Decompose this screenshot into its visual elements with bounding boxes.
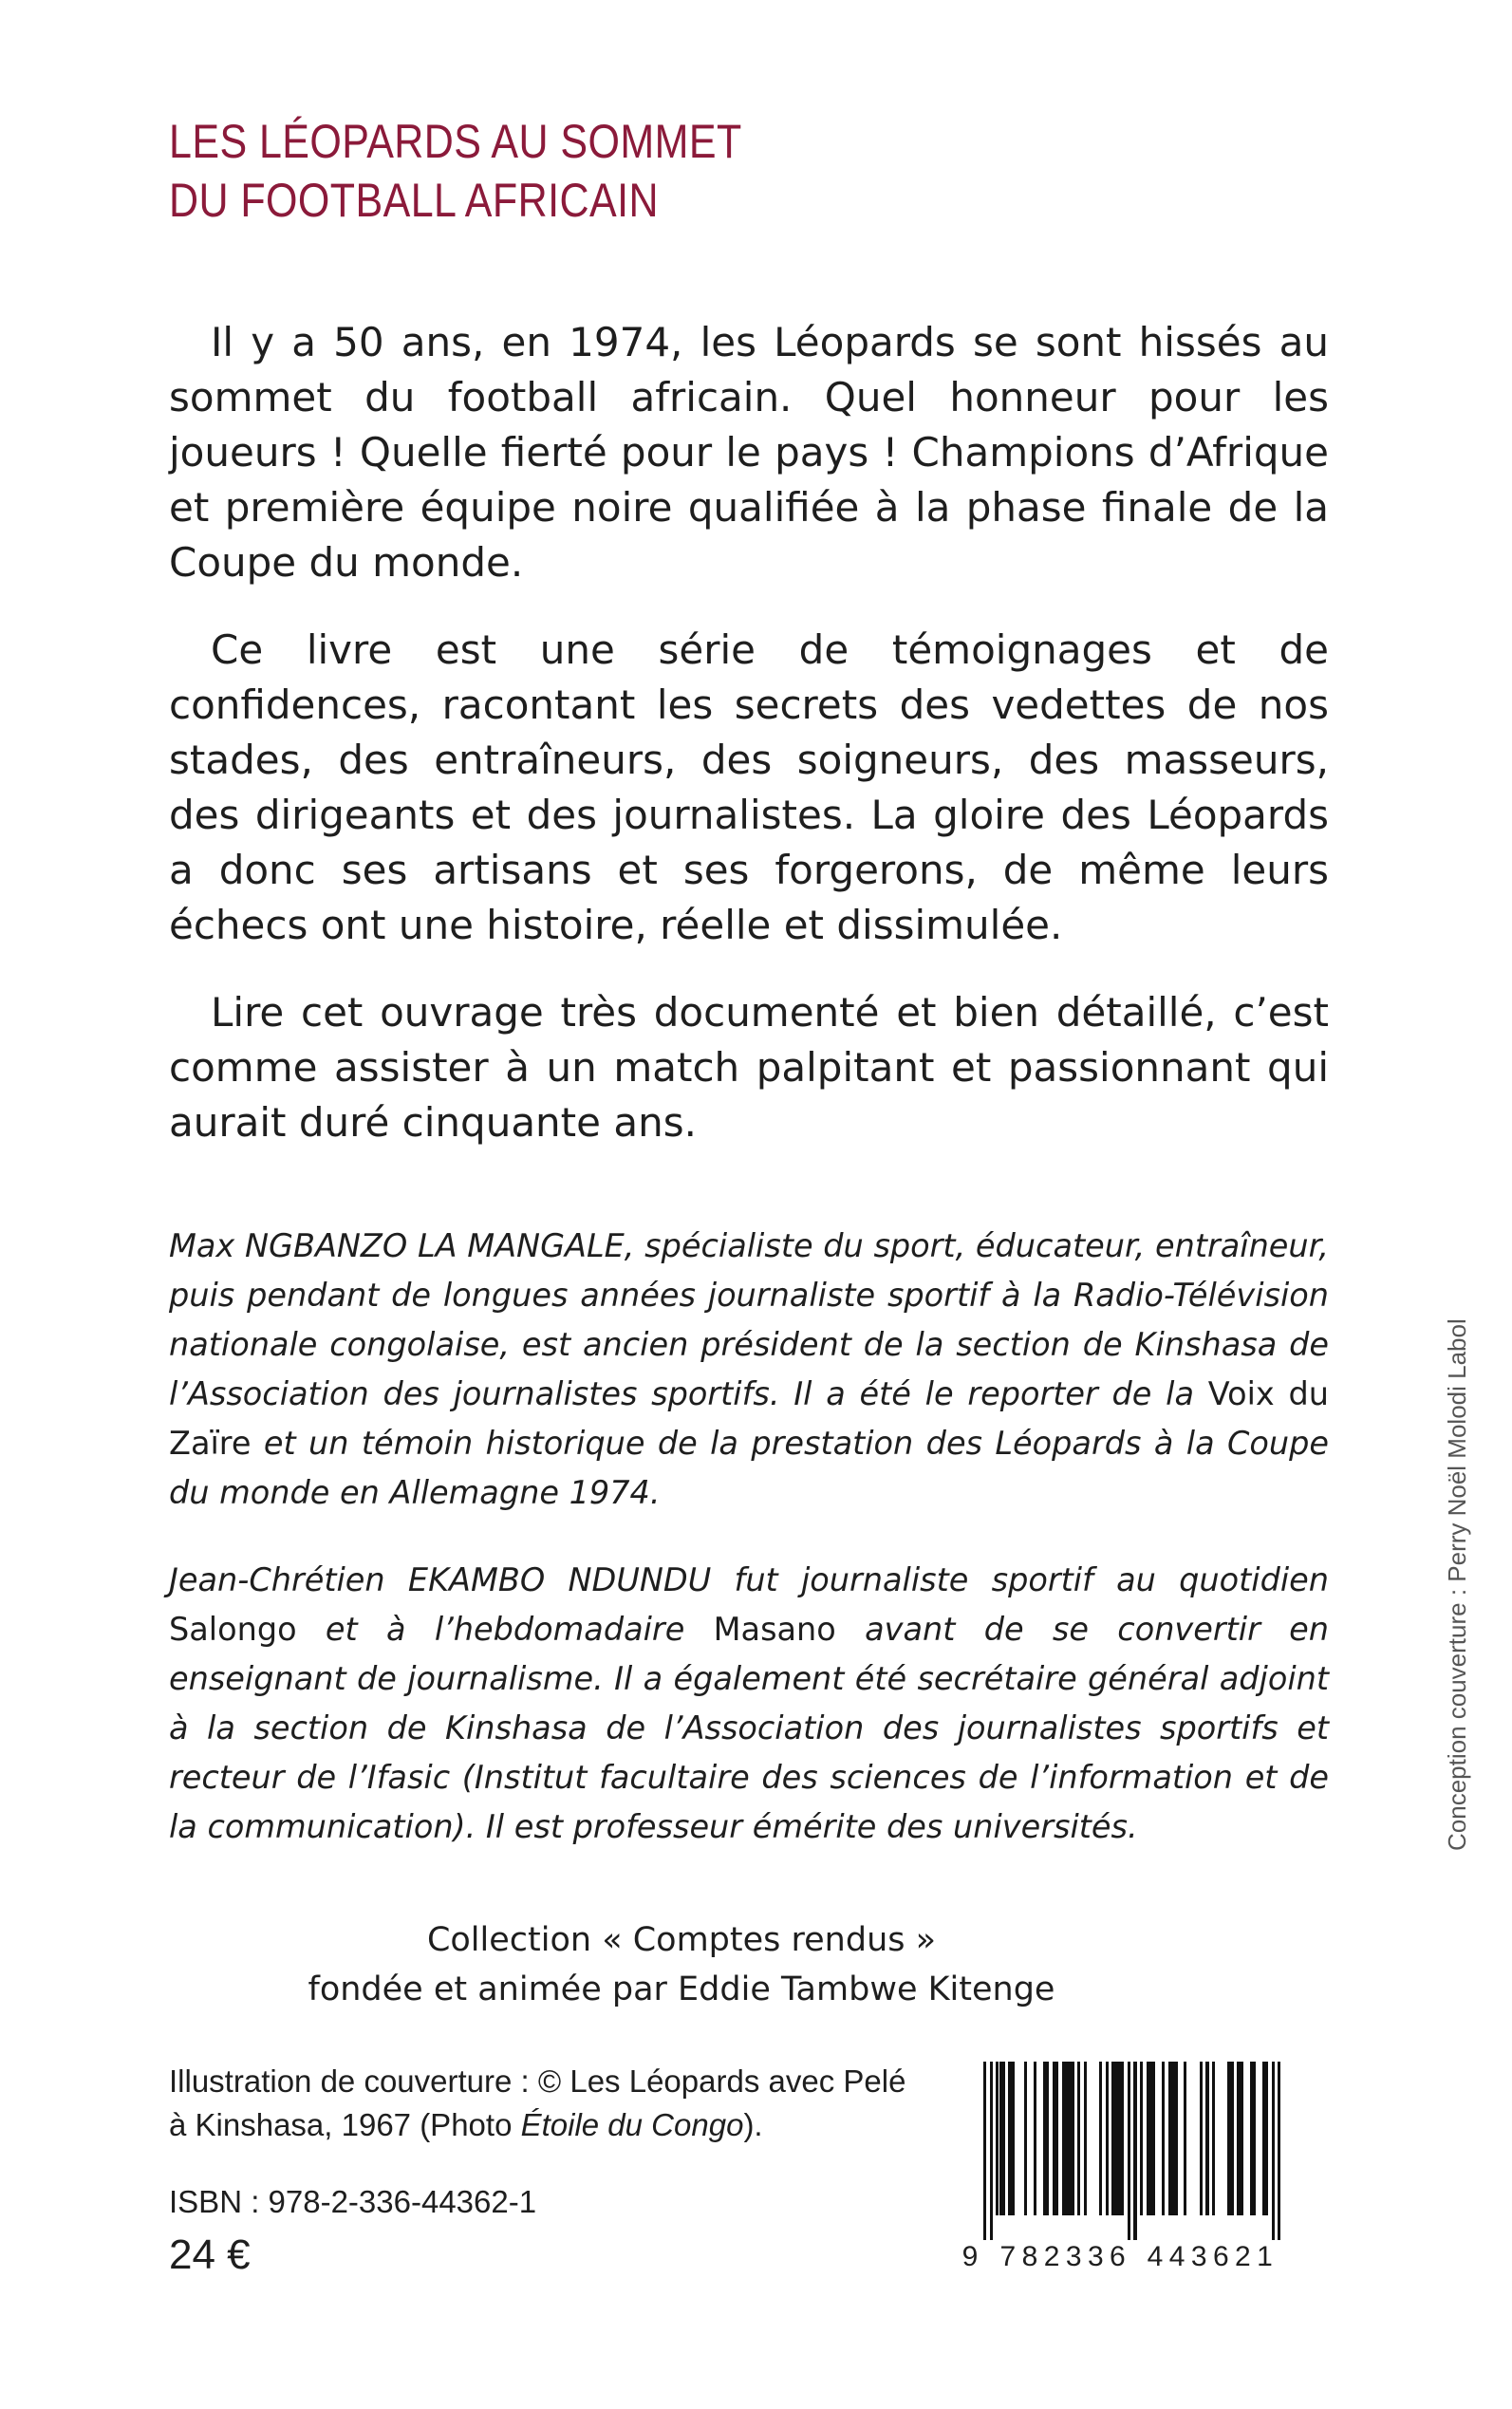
barcode-bar <box>1084 2062 1087 2215</box>
barcode-bar <box>1077 2062 1080 2215</box>
barcode-bar <box>1034 2062 1036 2215</box>
author-bio-1 <box>169 1222 1329 1518</box>
author-bios <box>169 1222 1329 1890</box>
author-name-2: Jean-Chrétien EKAMBO NDUNDU <box>169 1561 712 1598</box>
barcode-bar <box>1121 2062 1124 2215</box>
barcode-bar <box>1140 2062 1143 2215</box>
barcode-bar <box>1272 2062 1275 2240</box>
barcode-bar <box>1152 2062 1155 2215</box>
collection-line-2: fondée et animée par Eddie Tambwe Kitenge <box>308 1970 1055 2008</box>
barcode-digit: 1 <box>1257 2241 1273 2272</box>
barcode-digit: 3 <box>1065 2241 1082 2272</box>
barcode-bar <box>1128 2062 1130 2240</box>
barcode-digit: 4 <box>1168 2241 1185 2272</box>
barcode-bar <box>1055 2062 1058 2215</box>
barcode-digit: 3 <box>1087 2241 1104 2272</box>
illustration-photo-source: Étoile du Congo <box>520 2107 744 2142</box>
barcode-bar <box>1024 2062 1027 2215</box>
barcode-bar <box>1253 2062 1256 2215</box>
illustration-line-1: Illustration de couverture : © Les Léopards avec Pelé <box>169 2064 906 2099</box>
barcode-bar <box>1133 2062 1136 2240</box>
barcode-digit: 9 <box>961 2241 979 2272</box>
blurb-paragraph-1: Il y a 50 ans, en 1974, les Léopards se sont hissés au sommet du football africain. Quel honneur pour les joueurs ! Quelle fierté pour le pays ! Champions d’Afrique et première équipe noire qualifiée à la phase finale de la Coupe du monde. <box>169 319 1329 586</box>
barcode-bar <box>1200 2062 1203 2215</box>
price: 24 € <box>169 2232 251 2278</box>
barcode-bar <box>1071 2062 1073 2215</box>
barcode-bar <box>1241 2062 1243 2215</box>
author-bio-2 <box>169 1556 1329 1852</box>
cover-design-credit: Conception couverture : Perry Noël Molodi Labol <box>1443 1318 1471 1851</box>
illustration-line-2-b: ). <box>743 2107 763 2142</box>
barcode-bar <box>1265 2062 1268 2215</box>
barcode-bar <box>1002 2062 1005 2215</box>
barcode-digit: 6 <box>1110 2241 1126 2272</box>
collection-line-1: Collection « Comptes rendus » <box>426 1921 937 1959</box>
cover-illustration-credit <box>169 2060 928 2147</box>
barcode-bar <box>983 2062 986 2240</box>
barcode-bar <box>1012 2062 1015 2215</box>
barcode-digit: 8 <box>1021 2241 1038 2272</box>
publication-salongo: Salongo <box>169 1611 297 1648</box>
barcode-bar <box>1278 2062 1280 2240</box>
blurb-paragraph-2: Ce livre est une série de témoignages et de confidences, racontant les secrets des vedettes de nos stades, des entraîneurs, des soigneurs, des masseurs, des dirigeants et des journalistes. La gloire des Léopards a donc ses artisans et ses forgerons, de même leurs échecs ont une histoire, réelle et dissimulée. <box>169 626 1329 948</box>
barcode-bar <box>1184 2062 1186 2215</box>
barcode-bar <box>1046 2062 1049 2215</box>
author-bio-1-text-a: spécialiste du sport, éducateur, entraîneur, puis pendant de longues années journaliste sportif à la Radio-Télévision nationale congolaise, est ancien président de la section de Kinshasa de l’Association des journalistes sportifs. Il a été le reporter de la <box>169 1227 1329 1412</box>
publication-masano: Masano <box>713 1611 836 1648</box>
barcode-bar <box>1231 2062 1234 2215</box>
barcode-bars <box>951 2062 1316 2215</box>
barcode-digit: 6 <box>1212 2241 1229 2272</box>
blurb-paragraph-3: Lire cet ouvrage très documenté et bien détaillé, c’est comme assister à un match palpitant et passionnant qui aurait duré cinquante ans. <box>169 989 1329 1146</box>
barcode-digit: 7 <box>999 2241 1017 2272</box>
barcode-digit: 4 <box>1147 2241 1164 2272</box>
illustration-line-2-a: à Kinshasa, 1967 (Photo <box>169 2107 521 2142</box>
author-bio-1-text-b: et un témoin historique de la prestation des Léopards à la Coupe du monde en Allemagne 1974. <box>169 1425 1329 1511</box>
illustration-line-2 <box>169 2103 928 2147</box>
barcode-bar <box>1212 2062 1215 2215</box>
title-line-2: DU FOOTBALL AFRICAIN <box>169 174 659 227</box>
isbn: ISBN : 978-2-336-44362-1 <box>169 2184 537 2219</box>
barcode-bar <box>1205 2062 1208 2215</box>
barcode-digit: 3 <box>1190 2241 1207 2272</box>
barcode-bar <box>1162 2062 1165 2215</box>
barcode-digit: 2 <box>1043 2241 1060 2272</box>
book-title <box>169 112 742 230</box>
author-name-1: Max NGBANZO LA MANGALE, <box>169 1227 635 1264</box>
barcode-digit: 2 <box>1235 2241 1251 2272</box>
barcode <box>951 2062 1316 2263</box>
barcode-bar <box>1174 2062 1177 2215</box>
barcode-bar <box>990 2062 993 2240</box>
book-blurb <box>169 315 1329 1183</box>
author-bio-2-text-a: fut journaliste sportif au quotidien <box>711 1561 1330 1598</box>
author-bio-2-text-c: avant de se convertir en enseignant de journalisme. Il a également été secrétaire général adjoint à la section de Kinshasa de l’Association des journalistes sportifs et recteur de l’Ifasic (Institut facultaire des sciences de l’information et de la communication). Il est professeur émérite des universités. <box>169 1611 1330 1845</box>
title-line-1: LES LÉOPARDS AU SOMMET <box>169 115 742 168</box>
author-bio-2-text-b: et à l’hebdomadaire <box>296 1611 714 1648</box>
collection-info <box>169 1915 1194 2014</box>
barcode-bar <box>1099 2062 1102 2215</box>
barcode-bar <box>1106 2062 1109 2215</box>
publication-voix-du-zaire: Voix du Zaïre <box>169 1375 1329 1462</box>
